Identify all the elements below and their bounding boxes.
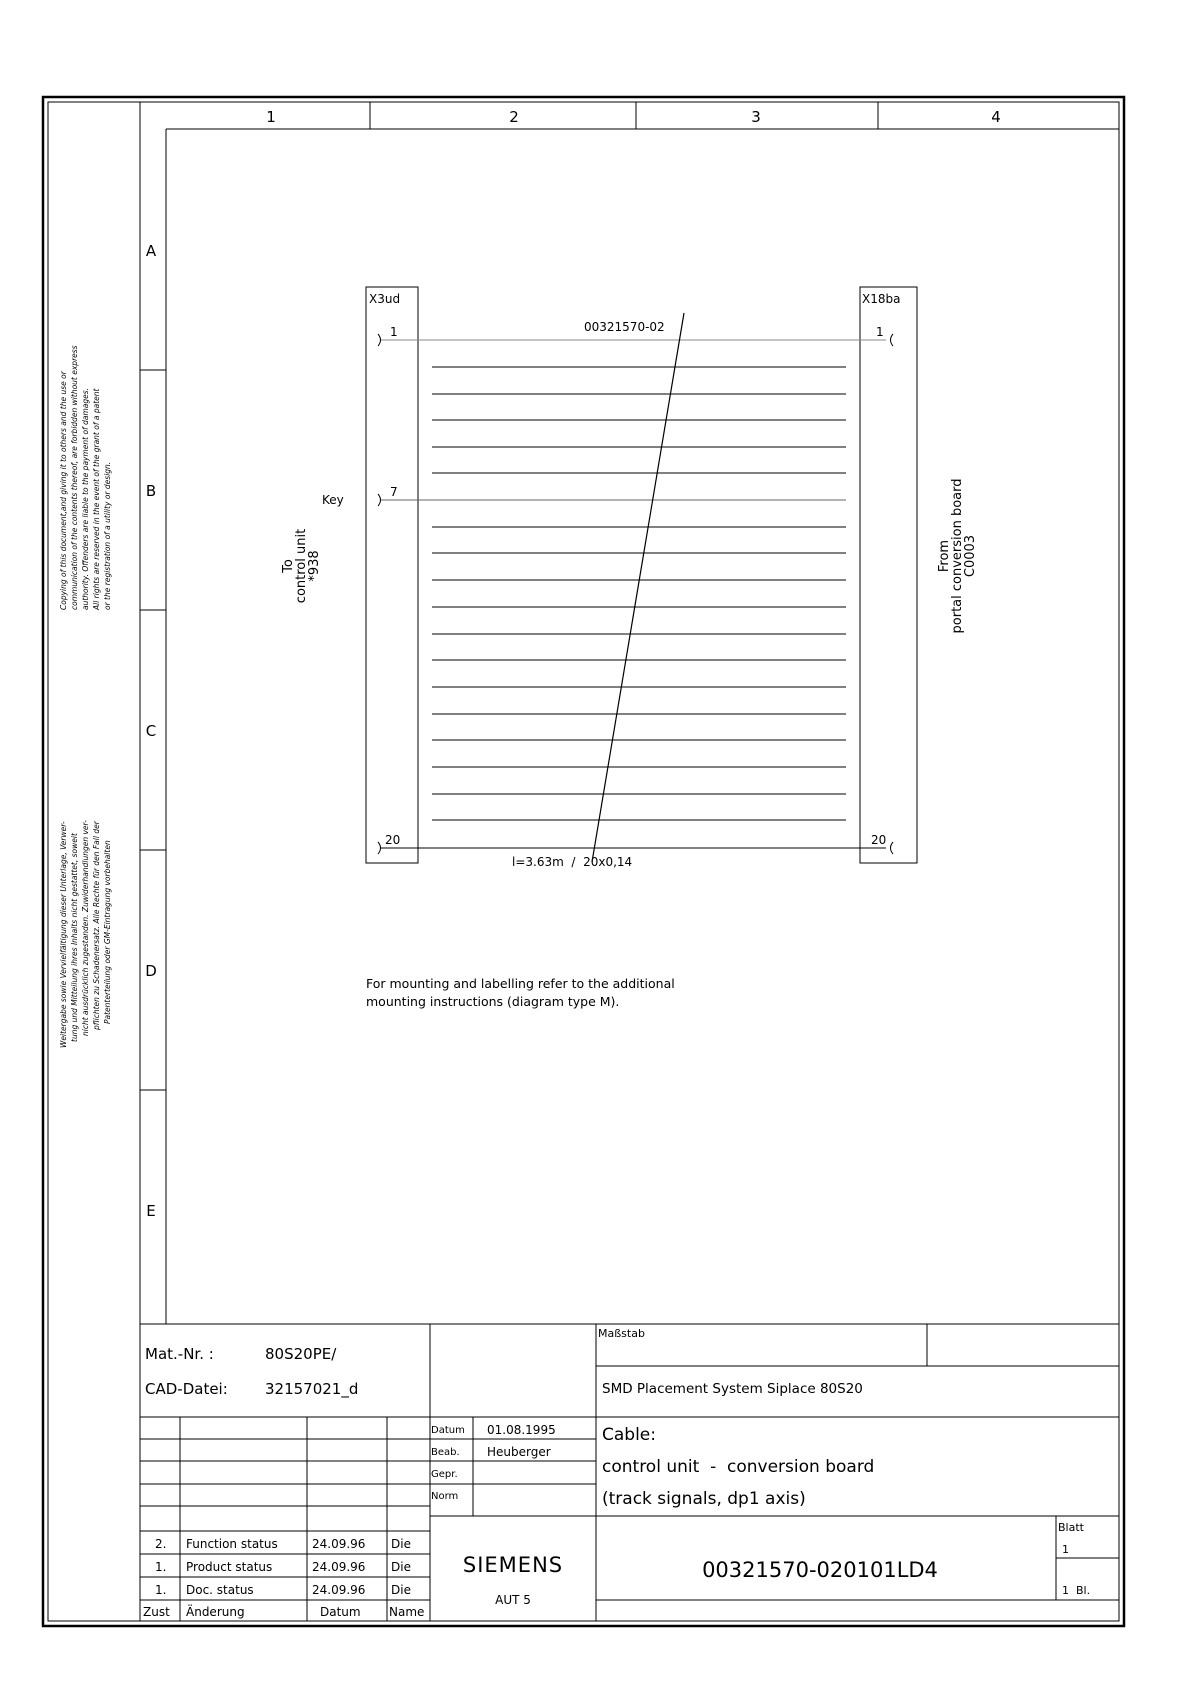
right-src-line-1: From — [937, 539, 952, 573]
column-label-4: 4 — [991, 108, 1001, 126]
pin-1-left-label: 1 — [390, 325, 398, 339]
title-line-1: Cable: — [602, 1425, 656, 1445]
cable-spec: l=3.63m / 20x0,14 — [512, 855, 633, 869]
norm-label: Norm — [431, 1491, 459, 1502]
notice-en-line-4: All rights are reserved in the event of the grant of a patent — [92, 388, 101, 610]
rev-2-date: 24.09.96 — [312, 1560, 366, 1574]
rev-header-num: Zust — [143, 1605, 170, 1619]
system-name: SMD Placement System Siplace 80S20 — [602, 1381, 863, 1397]
rev-3-name: Die — [391, 1583, 411, 1597]
right-connector-box — [860, 287, 917, 863]
row-label-a: A — [145, 242, 157, 260]
mounting-note-line-2: mounting instructions (diagram type M). — [366, 994, 620, 1009]
right-src-line-2: portal conversion board — [950, 478, 965, 634]
cad-value: 32157021_d — [265, 1380, 359, 1398]
column-label-1: 1 — [266, 108, 276, 126]
key-label: Key — [322, 493, 344, 507]
rev-1-text: Function status — [186, 1537, 278, 1551]
notice-en-line-5: or the registration of a utility or design. — [103, 461, 112, 610]
right-connector-label: X18ba — [862, 292, 901, 306]
pin-20-left-label: 20 — [385, 833, 401, 847]
notice-de-line-2: tung und Mitteilung ihres Inhalts nicht gestattet, soweit — [70, 833, 79, 1042]
copyright-notice-english — [59, 345, 112, 611]
pin-20-right-arc — [891, 842, 894, 854]
notice-en-line-1: Copying of this document,and giving it to others and the use or — [59, 371, 68, 610]
notice-en-line-2: communication of the contents thereof, are forbidden without express — [70, 345, 79, 610]
cable-bundle-line — [592, 313, 684, 862]
company-logo-text: SIEMENS — [462, 1553, 564, 1577]
row-label-e: E — [146, 1202, 156, 1220]
row-label-c: C — [145, 722, 157, 740]
document-number: 00321570-020101LD4 — [702, 1558, 938, 1582]
rev-1-name: Die — [391, 1537, 411, 1551]
left-dest-line-3: *938 — [307, 550, 322, 582]
pin-1-right-arc — [891, 334, 894, 346]
right-source-label — [937, 479, 978, 634]
column-label-3: 3 — [751, 108, 761, 126]
pin-1-left-arc — [378, 334, 381, 346]
department: AUT 5 — [495, 1593, 531, 1607]
pin-7-left-arc — [378, 494, 381, 506]
pin-1-right-label: 1 — [876, 325, 884, 339]
copyright-notice-german — [59, 820, 112, 1048]
mat-nr-value: 80S20PE/ — [265, 1345, 337, 1363]
title-line-3: (track signals, dp1 axis) — [602, 1489, 806, 1509]
left-connector-box — [366, 287, 418, 863]
gepr-label: Gepr. — [431, 1469, 458, 1480]
scale-label: Maßstab — [598, 1327, 645, 1340]
rev-2-text: Product status — [186, 1560, 273, 1574]
row-label-d: D — [145, 962, 157, 980]
rev-2-num: 1. — [155, 1560, 167, 1574]
cad-label: CAD-Datei: — [145, 1380, 228, 1398]
rev-3-num: 1. — [155, 1583, 167, 1597]
cable-id-label: 00321570-02 — [584, 320, 665, 334]
blatt-value: 1 — [1062, 1543, 1069, 1556]
sheets-value: 1 Bl. — [1062, 1584, 1091, 1597]
pin-20-left-arc — [378, 842, 381, 854]
pin-7-label: 7 — [390, 485, 398, 499]
blatt-label: Blatt — [1058, 1521, 1084, 1534]
column-label-2: 2 — [509, 108, 519, 126]
left-connector-label: X3ud — [369, 292, 401, 306]
rev-1-date: 24.09.96 — [312, 1537, 366, 1551]
left-destination-label — [281, 529, 322, 603]
rev-1-num: 2. — [155, 1537, 167, 1551]
notice-de-line-5: Patenterteilung oder GM-Eintragung vorbehalten — [103, 840, 112, 1024]
beab-value: Heuberger — [487, 1445, 551, 1459]
mounting-note-line-1: For mounting and labelling refer to the additional — [366, 976, 675, 991]
datum-label: Datum — [431, 1425, 465, 1436]
notice-de-line-3: nicht ausdrücklich zugestanden. Zuwiderhandlungen ver- — [81, 820, 90, 1036]
rev-3-date: 24.09.96 — [312, 1583, 366, 1597]
mat-nr-label: Mat.-Nr. : — [145, 1345, 214, 1363]
beab-label: Beab. — [431, 1447, 460, 1458]
left-dest-line-2: control unit — [294, 528, 309, 604]
rev-header-text: Änderung — [186, 1605, 245, 1619]
datum-value: 01.08.1995 — [487, 1423, 556, 1437]
wire-group — [432, 367, 846, 820]
title-line-2: control unit - conversion board — [602, 1457, 875, 1477]
row-label-b: B — [145, 482, 157, 500]
rev-3-text: Doc. status — [186, 1583, 254, 1597]
notice-en-line-3: authority. Offenders are liable to the payment of damages. — [81, 387, 90, 610]
rev-header-name: Name — [389, 1605, 425, 1619]
notice-de-line-1: Weitergabe sowie Vervielfältigung dieser Unterlage, Verwer- — [59, 821, 68, 1048]
rev-header-date: Datum — [320, 1605, 361, 1619]
right-src-line-3: C0003 — [963, 534, 978, 578]
notice-de-line-4: pflichten zu Schadenersatz. Alle Rechte für den Fall der — [92, 821, 101, 1030]
pin-20-right-label: 20 — [871, 833, 887, 847]
rev-2-name: Die — [391, 1560, 411, 1574]
left-dest-line-1: To — [281, 559, 296, 573]
